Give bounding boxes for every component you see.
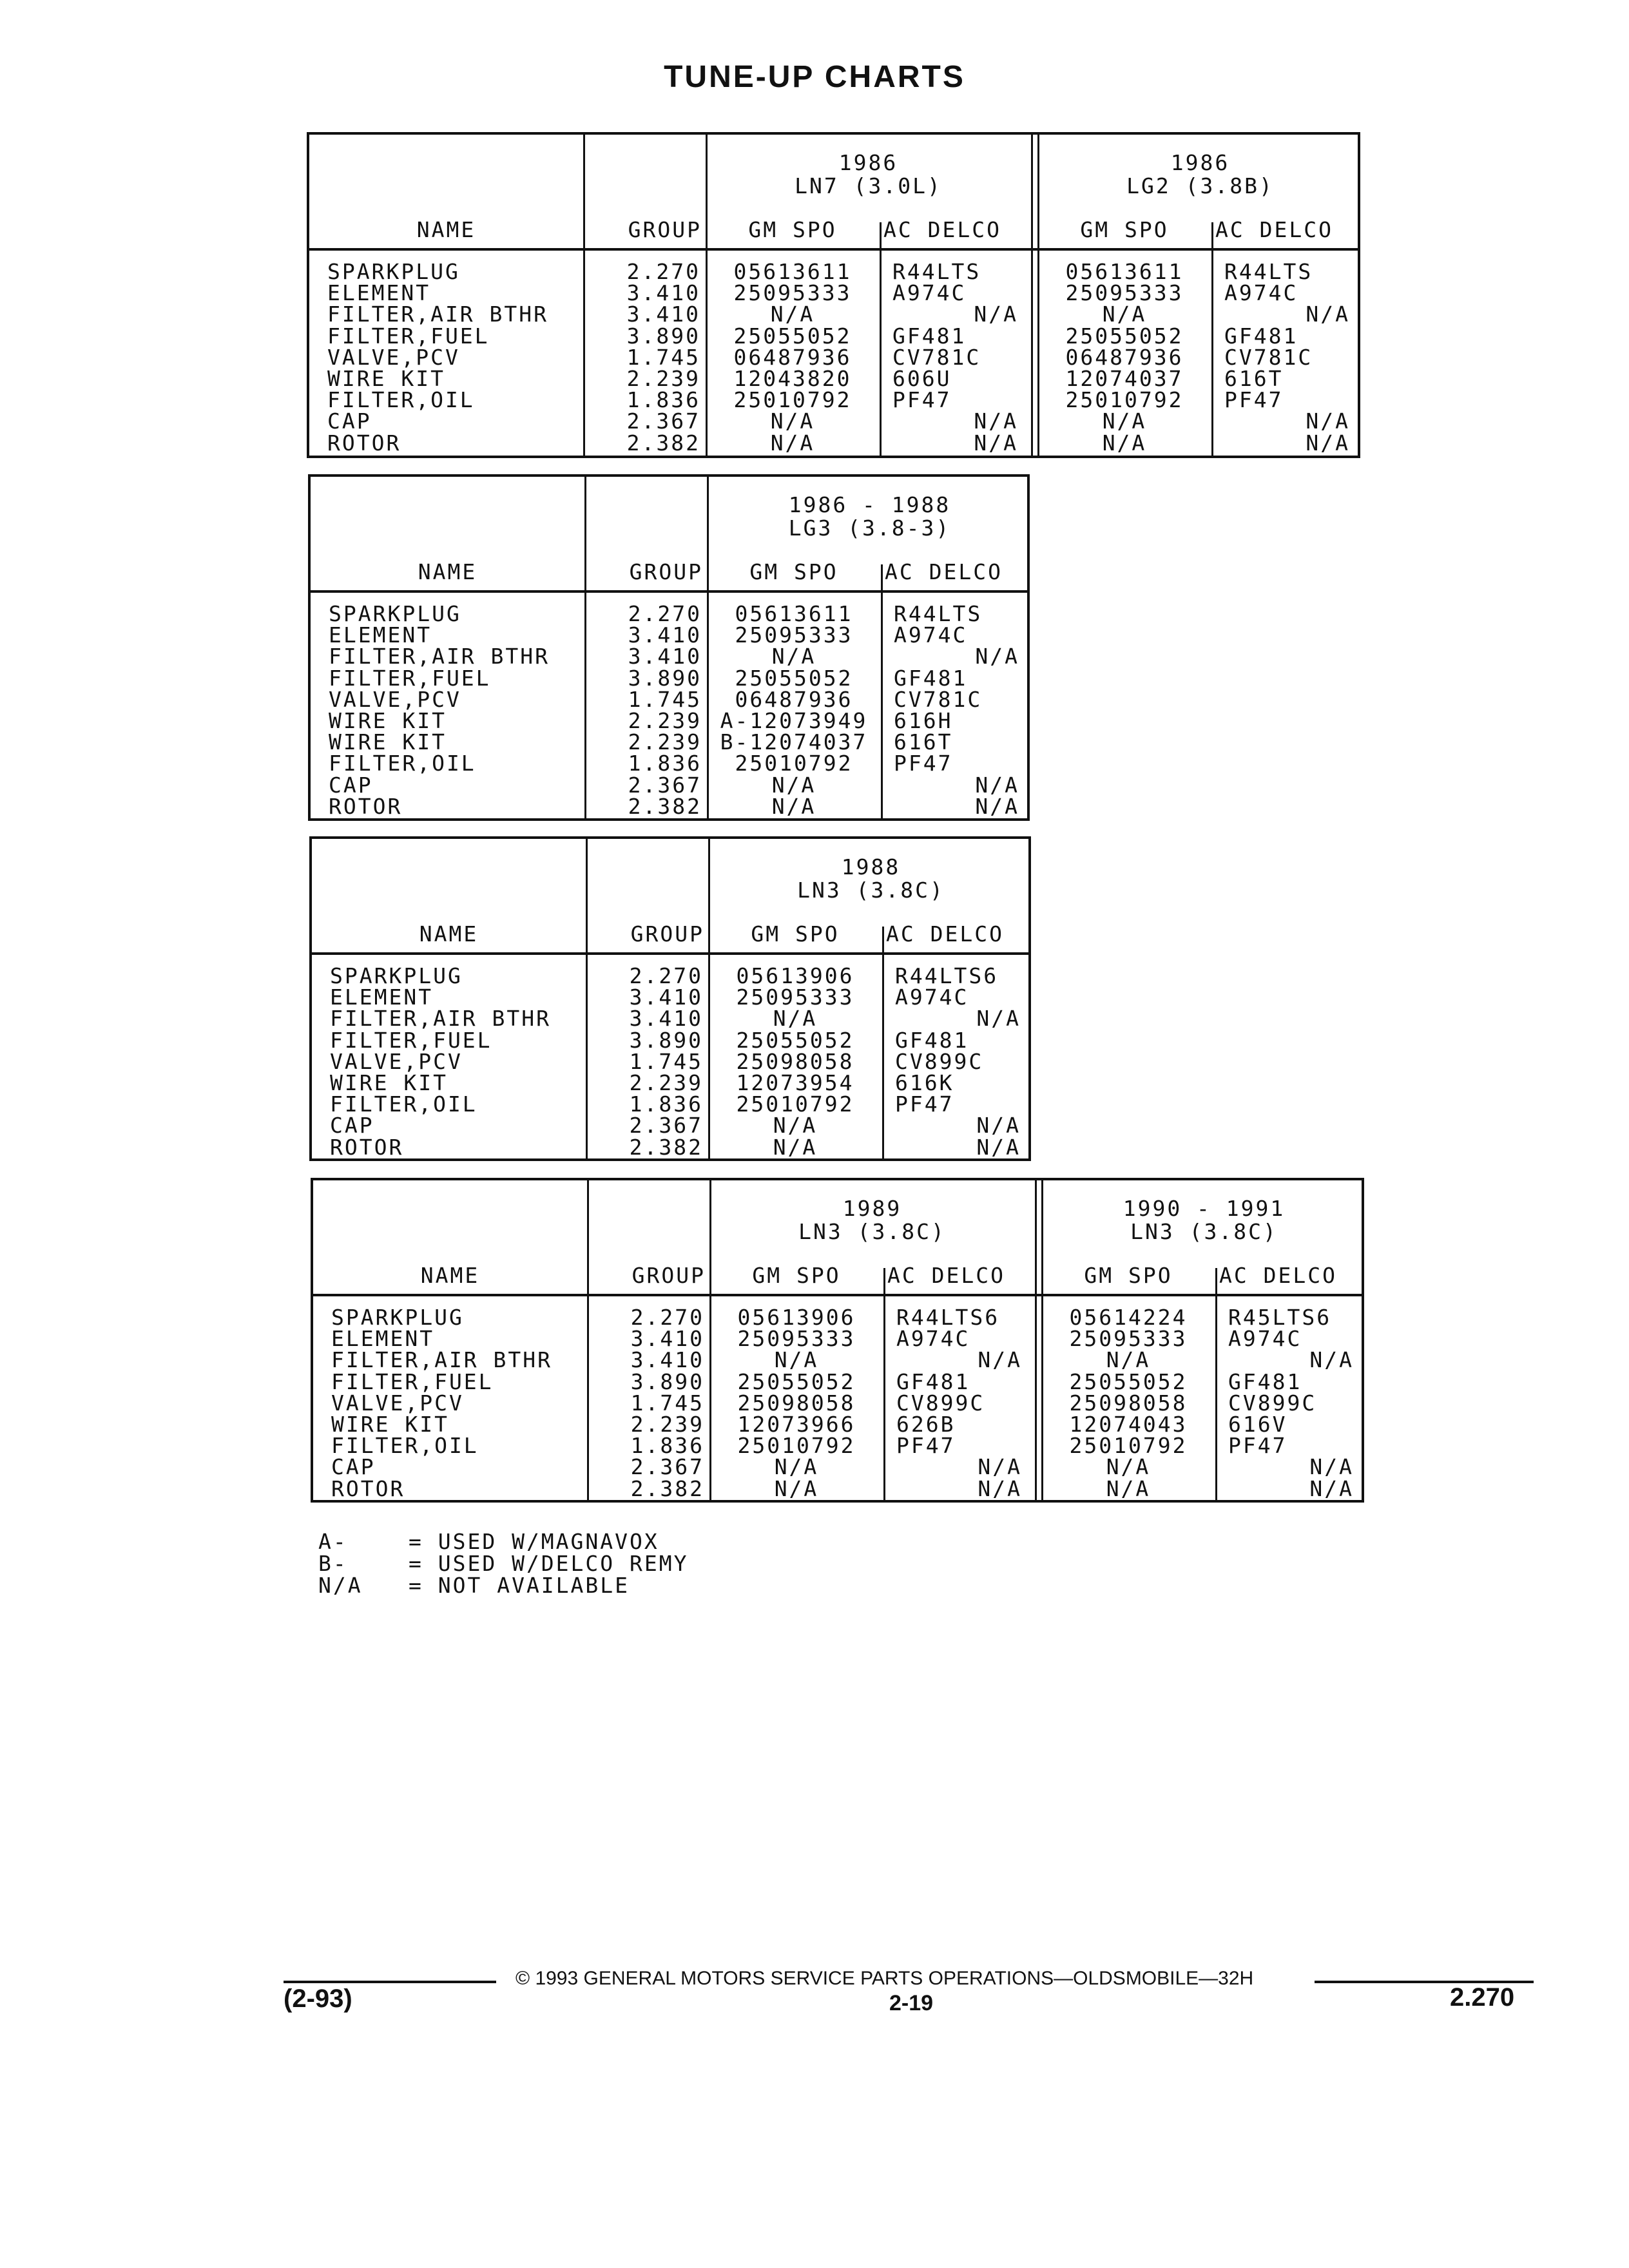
- engine-code: LG3 (3.8-3): [788, 515, 951, 541]
- gm-spo-number: N/A: [773, 1134, 818, 1160]
- model-year: 1986: [1170, 150, 1230, 175]
- group-number: 2.382: [630, 1475, 704, 1501]
- table-row: [313, 1307, 1362, 1328]
- gm-spo-number: 25095333: [1069, 1326, 1188, 1352]
- group-number: 3.410: [630, 1347, 704, 1373]
- ac-delco-number: N/A: [976, 1113, 1021, 1139]
- table-row: [312, 1027, 1028, 1053]
- ac-delco-number: 626B: [896, 1411, 956, 1437]
- header-tick: [880, 222, 882, 248]
- part-name: FILTER,AIR BTHR: [329, 644, 550, 669]
- gm-spo-header: GM SPO: [748, 217, 837, 242]
- engine-heading: [707, 494, 1032, 540]
- group-number: 3.890: [630, 1369, 704, 1394]
- part-name: FILTER,AIR BTHR: [331, 1347, 553, 1373]
- page-title: TUNE-UP CHARTS: [664, 60, 965, 94]
- tune-up-table: [308, 474, 1030, 821]
- gm-spo-number: 25010792: [737, 1433, 856, 1459]
- group-header: GROUP: [631, 1263, 706, 1288]
- gm-spo-number: N/A: [774, 1475, 819, 1501]
- part-name: FILTER,OIL: [329, 751, 476, 776]
- ac-delco-number: A974C: [1224, 280, 1298, 306]
- group-number: 2.367: [629, 1113, 703, 1139]
- gm-spo-header: GM SPO: [752, 1263, 841, 1288]
- table-row: [309, 387, 1358, 413]
- gm-spo-number: N/A: [770, 430, 815, 456]
- ac-delco-number: A974C: [895, 985, 969, 1010]
- table-row: [311, 793, 1027, 819]
- ac-delco-number: R44LTS6: [896, 1305, 1000, 1330]
- gm-spo-number: A-12073949: [720, 707, 868, 733]
- footer-page-number: 2-19: [889, 1991, 934, 2015]
- gm-spo-number: N/A: [771, 644, 816, 669]
- group-number: 2.382: [628, 793, 702, 819]
- ac-delco-number: A974C: [892, 280, 967, 306]
- group-number: 3.410: [630, 1326, 704, 1352]
- engine-code: LN3 (3.8C): [798, 1219, 946, 1244]
- gm-spo-number: N/A: [771, 793, 816, 819]
- gm-spo-number: 06487936: [733, 344, 852, 370]
- part-name: ELEMENT: [327, 280, 431, 306]
- gm-spo-number: 05613906: [737, 1305, 856, 1330]
- group-number: 3.890: [626, 323, 700, 349]
- part-name: SPARKPLUG: [329, 601, 461, 626]
- group-number: 1.745: [630, 1390, 704, 1416]
- gm-spo-number: 12073954: [736, 1070, 854, 1095]
- table-row: [313, 1433, 1362, 1459]
- part-name: CAP: [327, 408, 372, 434]
- ac-delco-number: GF481: [896, 1369, 970, 1394]
- table-row: [309, 261, 1358, 282]
- table-row: [311, 646, 1027, 667]
- ac-delco-number: CV899C: [896, 1390, 985, 1416]
- ac-delco-number: N/A: [974, 408, 1018, 434]
- gm-spo-number: 05613611: [1065, 259, 1184, 284]
- ac-delco-number: CV781C: [1224, 344, 1313, 370]
- gm-spo-number: 25055052: [735, 665, 853, 691]
- gm-spo-number: 12043820: [733, 365, 852, 391]
- ac-delco-number: PF47: [1224, 387, 1284, 413]
- group-number: 2.239: [628, 729, 702, 755]
- engine-code: LN7 (3.0L): [795, 173, 942, 198]
- table-row: [313, 1475, 1362, 1501]
- group-number: 3.410: [629, 1006, 703, 1032]
- footer-copyright: © 1993 GENERAL MOTORS SERVICE PARTS OPERATIONS—OLDSMOBILE—32H: [516, 1968, 1254, 1989]
- ac-delco-number: N/A: [1306, 302, 1350, 327]
- table-row: [312, 1134, 1028, 1160]
- gm-spo-number: 25098058: [736, 1048, 854, 1074]
- part-name: ROTOR: [329, 793, 403, 819]
- table-row: [309, 280, 1358, 306]
- table-row: [311, 774, 1027, 796]
- part-name: FILTER,AIR BTHR: [330, 1006, 552, 1032]
- ac-delco-number: N/A: [1309, 1475, 1354, 1501]
- ac-delco-number: N/A: [978, 1347, 1022, 1373]
- footer-rule-left: [284, 1981, 496, 1983]
- part-name: ROTOR: [331, 1475, 405, 1501]
- ac-delco-number: CV899C: [895, 1048, 984, 1074]
- ac-delco-number: PF47: [1228, 1433, 1287, 1459]
- table-row: [312, 965, 1028, 986]
- group-number: 1.745: [629, 1048, 703, 1074]
- gm-spo-number: N/A: [773, 1113, 818, 1139]
- gm-spo-number: 25010792: [735, 751, 853, 776]
- group-number: 2.382: [629, 1134, 703, 1160]
- group-number: 2.239: [628, 707, 702, 733]
- table-row: [309, 303, 1358, 325]
- header-tick: [883, 1268, 885, 1294]
- ac-delco-number: R44LTS: [892, 259, 981, 284]
- ac-delco-header: AC DELCO: [887, 1263, 1005, 1288]
- tune-up-table: [309, 836, 1031, 1161]
- gm-spo-number: 06487936: [735, 686, 853, 712]
- part-name: CAP: [331, 1454, 376, 1480]
- legend-item: N/A = NOT AVAILABLE: [318, 1573, 630, 1598]
- table-row: [311, 603, 1027, 624]
- group-number: 1.745: [626, 344, 700, 370]
- engine-code: LN3 (3.8C): [797, 878, 945, 903]
- tune-up-table: [311, 1178, 1364, 1503]
- ac-delco-number: N/A: [974, 430, 1018, 456]
- model-year: 1986: [838, 150, 898, 175]
- tune-up-table: [307, 132, 1360, 458]
- gm-spo-number: 25055052: [736, 1027, 854, 1053]
- gm-spo-number: N/A: [770, 408, 815, 434]
- ac-delco-number: 616V: [1228, 1411, 1287, 1437]
- part-name: FILTER,FUEL: [330, 1027, 492, 1053]
- group-number: 2.239: [630, 1411, 704, 1437]
- gm-spo-number: N/A: [1102, 408, 1147, 434]
- gm-spo-number: N/A: [1106, 1454, 1151, 1480]
- gm-spo-number: 25098058: [1069, 1390, 1188, 1416]
- legend: [318, 1531, 689, 1597]
- gm-spo-header: GM SPO: [749, 559, 838, 584]
- group-number: 2.367: [628, 772, 702, 798]
- group-number: 2.367: [626, 408, 700, 434]
- table-row: [312, 1113, 1028, 1139]
- engine-heading: [1041, 1197, 1367, 1244]
- group-header: GROUP: [630, 921, 704, 947]
- group-number: 2.239: [626, 365, 700, 391]
- part-name: FILTER,FUEL: [327, 323, 490, 349]
- table-row: [312, 986, 1028, 1008]
- ac-delco-number: GF481: [1224, 323, 1298, 349]
- group-header: GROUP: [628, 217, 702, 242]
- group-number: 3.410: [626, 302, 700, 327]
- table-row: [312, 1072, 1028, 1093]
- gm-spo-header: GM SPO: [1080, 217, 1169, 242]
- ac-delco-header: AC DELCO: [883, 217, 1001, 242]
- engine-code: LN3 (3.8C): [1130, 1219, 1278, 1244]
- group-number: 3.410: [628, 622, 702, 648]
- part-name: VALVE,PCV: [331, 1390, 464, 1416]
- group-number: 3.890: [628, 665, 702, 691]
- ac-delco-number: N/A: [978, 1475, 1022, 1501]
- ac-delco-number: N/A: [975, 644, 1019, 669]
- gm-spo-number: N/A: [1102, 302, 1147, 327]
- table-row: [313, 1371, 1362, 1392]
- table-body: [312, 965, 1028, 1158]
- ac-delco-header: AC DELCO: [886, 921, 1004, 947]
- group-number: 3.890: [629, 1027, 703, 1053]
- part-name: ELEMENT: [331, 1326, 435, 1352]
- ac-delco-number: 616T: [1224, 365, 1284, 391]
- gm-spo-number: 25098058: [737, 1390, 856, 1416]
- ac-delco-number: PF47: [896, 1433, 956, 1459]
- part-name: ELEMENT: [330, 985, 434, 1010]
- name-header: NAME: [416, 217, 476, 242]
- group-number: 2.270: [628, 601, 702, 626]
- header-tick: [882, 927, 884, 952]
- part-name: FILTER,AIR BTHR: [327, 302, 549, 327]
- table-row: [312, 1048, 1028, 1074]
- legend-item: A- = USED W/MAGNAVOX: [318, 1529, 659, 1554]
- ac-delco-number: N/A: [976, 1134, 1021, 1160]
- engine-heading: [709, 1197, 1035, 1244]
- ac-delco-number: 606U: [892, 365, 952, 391]
- table-body: [309, 261, 1358, 454]
- ac-delco-number: A974C: [1228, 1326, 1302, 1352]
- group-number: 3.410: [629, 985, 703, 1010]
- group-number: 3.410: [628, 644, 702, 669]
- table-row: [311, 624, 1027, 646]
- ac-delco-number: N/A: [975, 772, 1019, 798]
- header-tick: [1215, 1268, 1217, 1294]
- ac-delco-number: R44LTS: [1224, 259, 1313, 284]
- part-name: ROTOR: [327, 430, 401, 456]
- gm-spo-number: 25055052: [1069, 1369, 1188, 1394]
- footer-date-code: (2-93): [284, 1984, 352, 2013]
- table-row: [311, 665, 1027, 691]
- gm-spo-number: 25095333: [736, 985, 854, 1010]
- gm-spo-number: 25055052: [1065, 323, 1184, 349]
- table-row: [309, 365, 1358, 391]
- group-number: 1.836: [629, 1091, 703, 1117]
- part-name: CAP: [329, 772, 373, 798]
- name-header: NAME: [419, 921, 479, 947]
- part-name: WIRE KIT: [331, 1411, 449, 1437]
- table-row: [311, 753, 1027, 774]
- name-header: NAME: [420, 1263, 480, 1288]
- ac-delco-number: GF481: [895, 1027, 969, 1053]
- gm-spo-number: 25010792: [733, 387, 852, 413]
- gm-spo-number: 05613611: [733, 259, 852, 284]
- part-name: FILTER,OIL: [330, 1091, 477, 1117]
- group-number: 3.410: [626, 280, 700, 306]
- table-row: [313, 1326, 1362, 1352]
- gm-spo-number: N/A: [1102, 430, 1147, 456]
- header-tick: [1211, 222, 1213, 248]
- ac-delco-number: 616K: [895, 1070, 954, 1095]
- gm-spo-number: 25095333: [735, 622, 853, 648]
- name-header: NAME: [418, 559, 477, 584]
- ac-delco-number: N/A: [1309, 1454, 1354, 1480]
- gm-spo-number: 12074043: [1069, 1411, 1188, 1437]
- gm-spo-number: 25010792: [1069, 1433, 1188, 1459]
- ac-delco-number: GF481: [892, 323, 967, 349]
- gm-spo-number: N/A: [1106, 1475, 1151, 1501]
- engine-heading: [708, 856, 1034, 902]
- ac-delco-number: CV781C: [892, 344, 981, 370]
- ac-delco-number: CV899C: [1228, 1390, 1317, 1416]
- gm-spo-number: 25055052: [733, 323, 852, 349]
- ac-delco-header: AC DELCO: [1219, 1263, 1337, 1288]
- gm-spo-header: GM SPO: [751, 921, 840, 947]
- gm-spo-number: 25095333: [733, 280, 852, 306]
- ac-delco-number: R45LTS6: [1228, 1305, 1332, 1330]
- engine-heading: [706, 151, 1031, 198]
- part-name: FILTER,FUEL: [331, 1369, 494, 1394]
- ac-delco-number: 616H: [894, 707, 953, 733]
- model-year: 1990 - 1991: [1123, 1196, 1286, 1221]
- table-row: [309, 344, 1358, 370]
- table-row: [313, 1454, 1362, 1480]
- gm-spo-header: GM SPO: [1084, 1263, 1173, 1288]
- table-row: [309, 325, 1358, 347]
- table-row: [313, 1392, 1362, 1414]
- table-body: [311, 603, 1027, 817]
- model-year: 1986 - 1988: [788, 492, 951, 517]
- table-row: [311, 731, 1027, 753]
- group-number: 2.270: [629, 963, 703, 988]
- gm-spo-number: 05613611: [735, 601, 853, 626]
- part-name: SPARKPLUG: [330, 963, 463, 988]
- part-name: WIRE KIT: [329, 707, 447, 733]
- ac-delco-number: A974C: [896, 1326, 970, 1352]
- group-number: 2.270: [626, 259, 700, 284]
- ac-delco-number: CV781C: [894, 686, 983, 712]
- part-name: WIRE KIT: [330, 1070, 448, 1095]
- ac-delco-number: GF481: [894, 665, 968, 691]
- table-row: [313, 1347, 1362, 1373]
- table-row: [312, 1006, 1028, 1032]
- group-number: 1.836: [628, 751, 702, 776]
- table-row: [312, 1093, 1028, 1115]
- ac-delco-number: PF47: [892, 387, 952, 413]
- gm-spo-number: 25055052: [737, 1369, 856, 1394]
- gm-spo-number: N/A: [770, 302, 815, 327]
- legend-item: B- = USED W/DELCO REMY: [318, 1551, 689, 1576]
- table-row: [311, 707, 1027, 733]
- model-year: 1989: [842, 1196, 902, 1221]
- ac-delco-number: PF47: [895, 1091, 954, 1117]
- gm-spo-number: 12074037: [1065, 365, 1184, 391]
- table-row: [311, 686, 1027, 712]
- gm-spo-number: 12073966: [737, 1411, 856, 1437]
- group-number: 2.367: [630, 1454, 704, 1480]
- gm-spo-number: 05614224: [1069, 1305, 1188, 1330]
- part-name: SPARKPLUG: [331, 1305, 464, 1330]
- ac-delco-number: N/A: [1306, 408, 1350, 434]
- gm-spo-number: N/A: [774, 1347, 819, 1373]
- gm-spo-number: 25010792: [1065, 387, 1184, 413]
- ac-delco-number: N/A: [975, 793, 1019, 819]
- part-name: CAP: [330, 1113, 374, 1139]
- gm-spo-number: 25010792: [736, 1091, 854, 1117]
- ac-delco-number: N/A: [1306, 430, 1350, 456]
- gm-spo-number: 25095333: [737, 1326, 856, 1352]
- gm-spo-number: 05613906: [736, 963, 854, 988]
- group-number: 1.836: [626, 387, 700, 413]
- part-name: FILTER,OIL: [327, 387, 475, 413]
- part-name: WIRE KIT: [327, 365, 445, 391]
- part-name: ELEMENT: [329, 622, 432, 648]
- gm-spo-number: 06487936: [1065, 344, 1184, 370]
- group-number: 2.270: [630, 1305, 704, 1330]
- gm-spo-number: N/A: [773, 1006, 818, 1032]
- part-name: WIRE KIT: [329, 729, 447, 755]
- gm-spo-number: N/A: [1106, 1347, 1151, 1373]
- ac-delco-header: AC DELCO: [1215, 217, 1333, 242]
- table-row: [309, 410, 1358, 432]
- ac-delco-number: GF481: [1228, 1369, 1302, 1394]
- gm-spo-number: N/A: [771, 772, 816, 798]
- part-name: FILTER,OIL: [331, 1433, 479, 1459]
- footer-section-number: 2.270: [1450, 1983, 1515, 2012]
- ac-delco-number: A974C: [894, 622, 968, 648]
- part-name: VALVE,PCV: [330, 1048, 463, 1074]
- part-name: SPARKPLUG: [327, 259, 460, 284]
- ac-delco-header: AC DELCO: [885, 559, 1003, 584]
- ac-delco-number: N/A: [974, 302, 1018, 327]
- engine-code: LG2 (3.8B): [1126, 173, 1274, 198]
- ac-delco-number: N/A: [1309, 1347, 1354, 1373]
- ac-delco-number: N/A: [978, 1454, 1022, 1480]
- gm-spo-number: N/A: [774, 1454, 819, 1480]
- ac-delco-number: 616T: [894, 729, 953, 755]
- table-body: [313, 1307, 1362, 1499]
- group-number: 1.745: [628, 686, 702, 712]
- ac-delco-number: R44LTS6: [895, 963, 999, 988]
- ac-delco-number: PF47: [894, 751, 953, 776]
- part-name: ROTOR: [330, 1134, 404, 1160]
- part-name: VALVE,PCV: [327, 344, 460, 370]
- group-header: GROUP: [629, 559, 703, 584]
- engine-heading: [1037, 151, 1363, 198]
- model-year: 1988: [841, 854, 901, 879]
- ac-delco-number: R44LTS: [894, 601, 983, 626]
- gm-spo-number: B-12074037: [720, 729, 868, 755]
- group-number: 2.239: [629, 1070, 703, 1095]
- group-number: 1.836: [630, 1433, 704, 1459]
- part-name: VALVE,PCV: [329, 686, 461, 712]
- part-name: FILTER,FUEL: [329, 665, 491, 691]
- header-tick: [881, 564, 883, 590]
- ac-delco-number: N/A: [976, 1006, 1021, 1032]
- table-row: [309, 432, 1358, 454]
- gm-spo-number: 25095333: [1065, 280, 1184, 306]
- group-number: 2.382: [626, 430, 700, 456]
- table-row: [313, 1411, 1362, 1437]
